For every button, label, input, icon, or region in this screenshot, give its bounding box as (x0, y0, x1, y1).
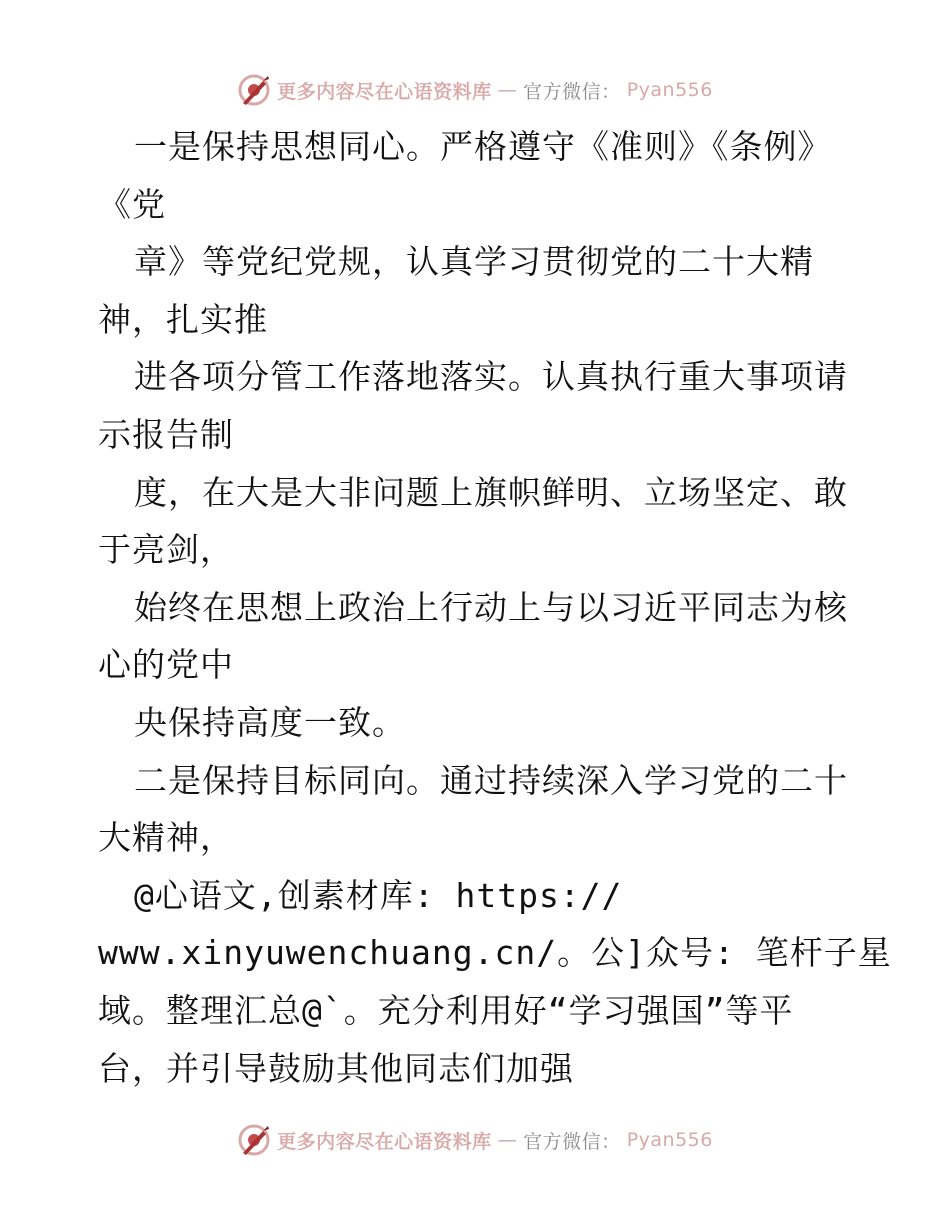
text-line: 章》等党纪党规，认真学习贯彻党的二十大精 (134, 242, 814, 282)
footer-wechat-label: 官方微信： (523, 1130, 621, 1153)
header-separator: — (497, 79, 518, 101)
text-line: 于亮剑， (98, 530, 234, 570)
text-line: 神，扎实推 (98, 299, 268, 339)
footer-watermark (0, 1120, 950, 1160)
text-line: @心语文,创素材库: https:// (134, 875, 623, 915)
text-line: 台，并引导鼓励其他同志们加强 (98, 1048, 574, 1088)
body-text (98, 118, 892, 1097)
footer-separator: — (497, 1129, 518, 1151)
footer-wechat-id: Pyan556 (626, 1129, 713, 1151)
text-line: 示报告制 (98, 414, 234, 454)
footer-brand-text: 更多内容尽在心语资料库 (277, 1130, 492, 1153)
text-line: 二是保持目标同向。通过持续深入学习党的二十 (134, 760, 848, 800)
header-wechat-id: Pyan556 (626, 79, 713, 101)
text-line: 心的党中 (98, 645, 234, 685)
header-wechat-label: 官方微信： (523, 80, 621, 103)
text-line: 进各项分管工作落地落实。认真执行重大事项请 (134, 357, 848, 397)
quill-pen-logo-icon (237, 1123, 271, 1157)
text-line: 始终在思想上政治上行动上与以习近平同志为核 (134, 587, 848, 627)
quill-pen-logo-icon (237, 73, 271, 107)
text-line: 域。整理汇总@`。充分利用好“学习强国”等平 (98, 990, 794, 1030)
text-line: 央保持高度一致。 (134, 702, 406, 742)
text-line: 度，在大是大非问题上旗帜鲜明、立场坚定、敢 (134, 472, 848, 512)
header-brand-text: 更多内容尽在心语资料库 (277, 80, 492, 103)
header-watermark (0, 70, 950, 110)
text-line: 大精神， (98, 818, 234, 858)
text-line: 《党 (98, 184, 166, 224)
text-line: 一是保持思想同心。严格遵守《准则》《条例》 (134, 127, 832, 166)
text-line: www.xinyuwenchuang.cn/。公]众号: 笔杆子星 (98, 933, 892, 973)
